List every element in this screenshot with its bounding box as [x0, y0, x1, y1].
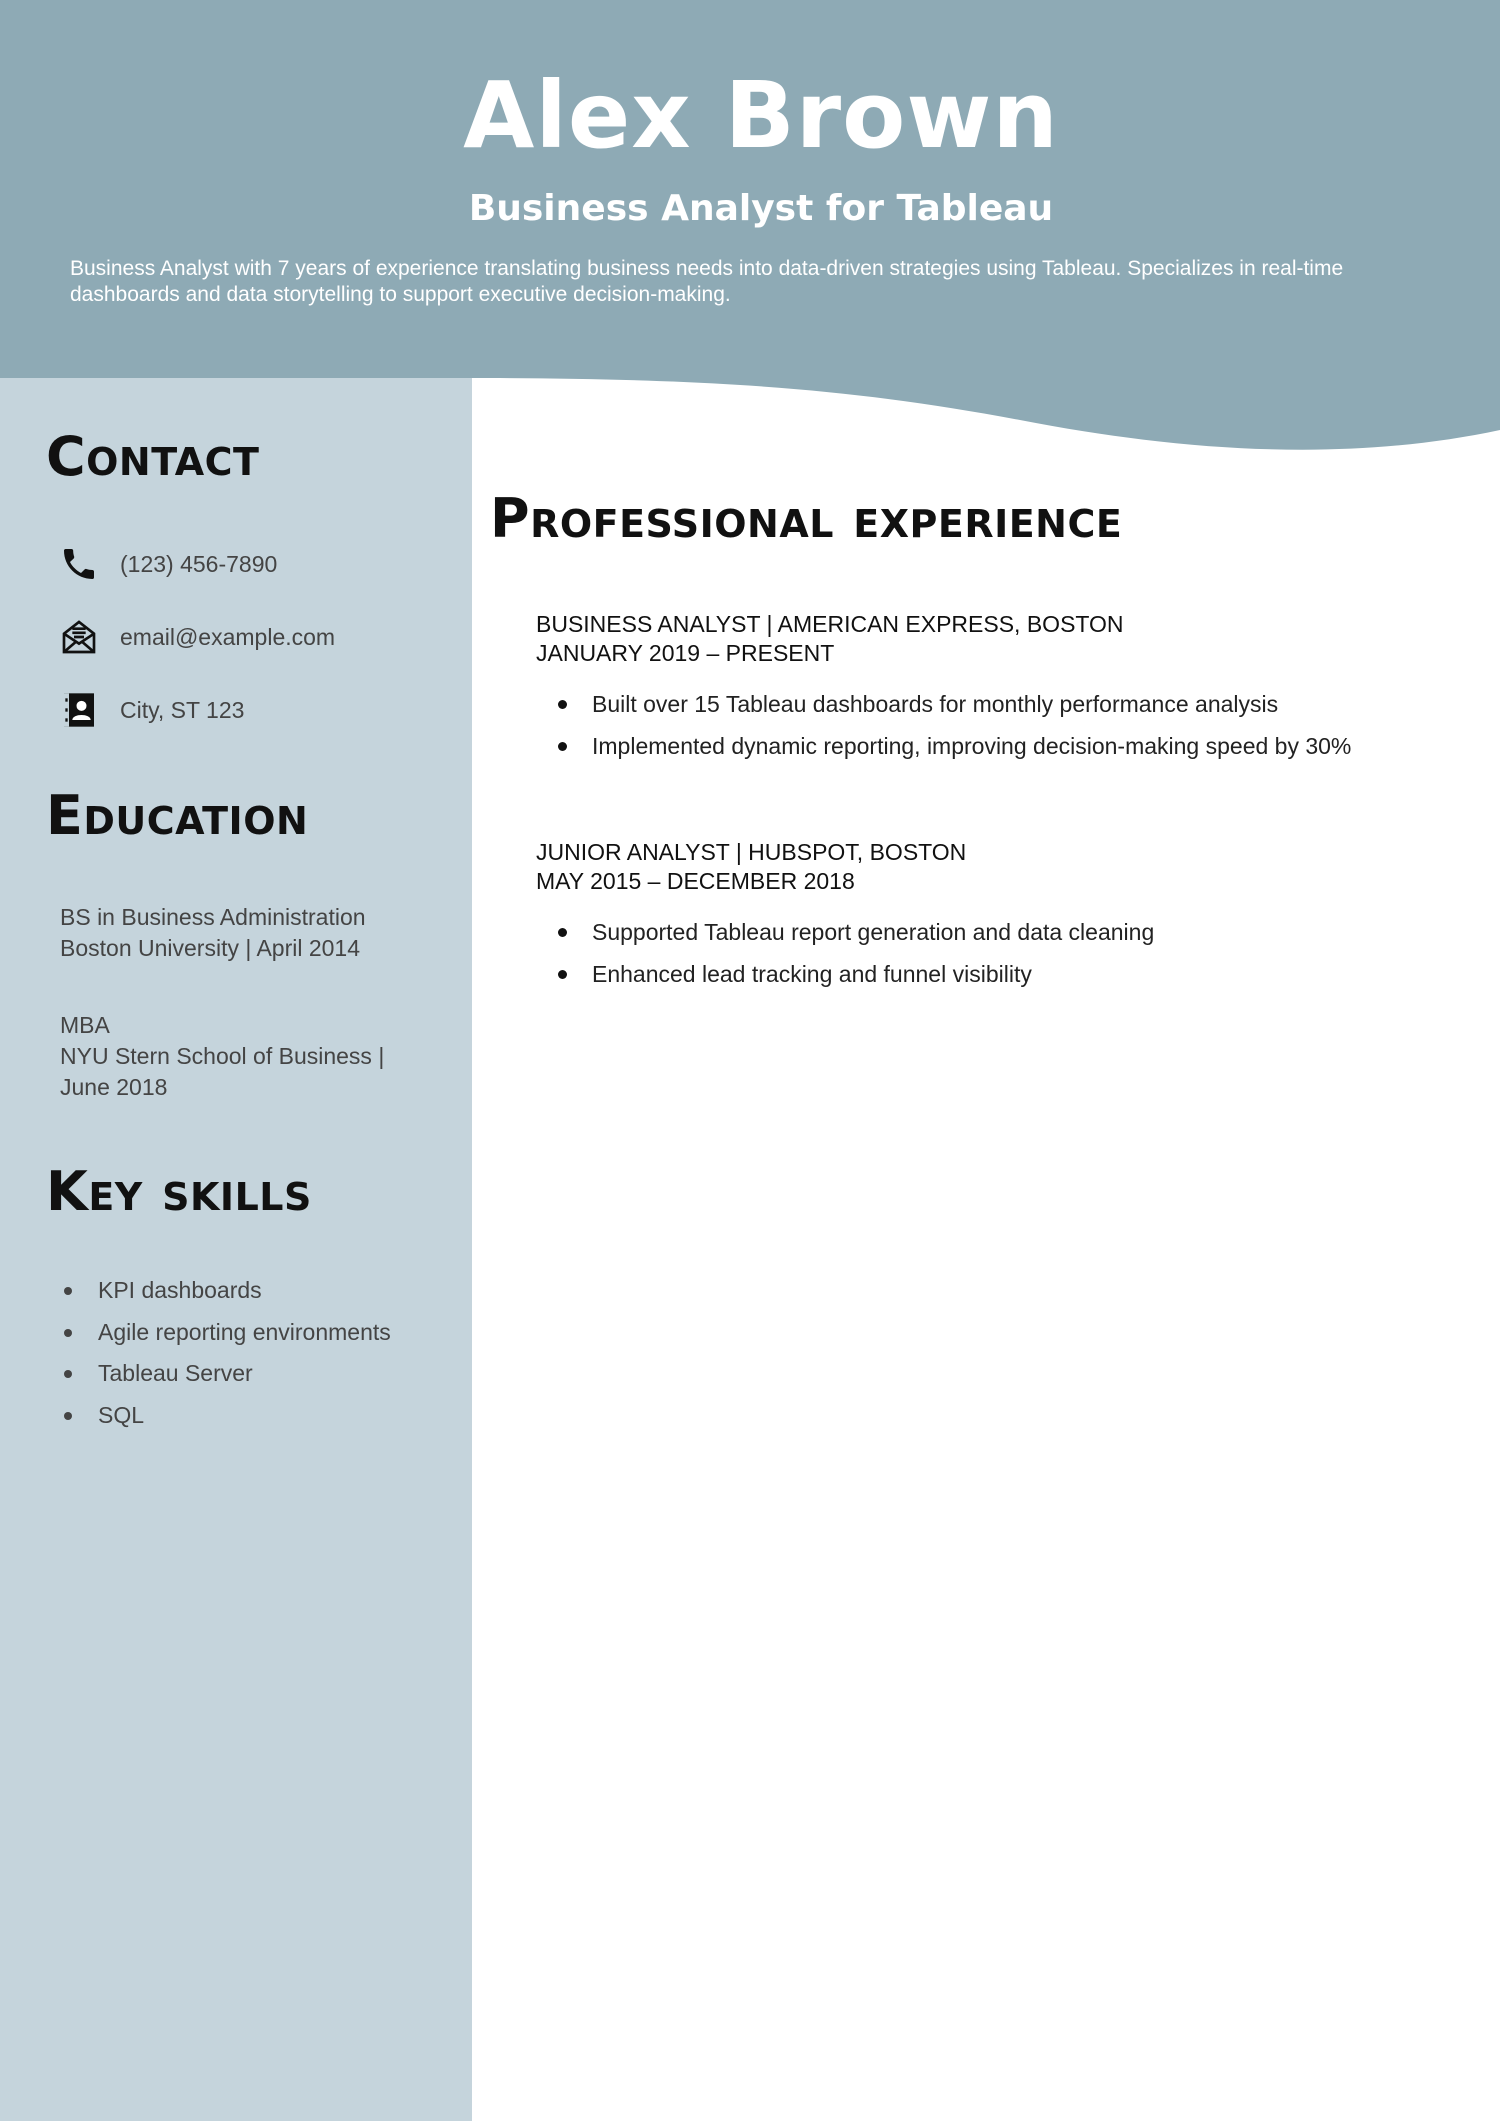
envelope-icon: [58, 616, 100, 658]
degree: BS in Business Administration: [60, 904, 366, 930]
candidate-name: Alex Brown: [463, 62, 1059, 169]
job-bullets: [536, 917, 1476, 1000]
contact-address: [58, 688, 245, 732]
email-address: email@example.com: [120, 623, 336, 650]
degree: MBA: [60, 1012, 110, 1038]
list-item: Agile reporting environments: [60, 1317, 391, 1359]
list-item: Enhanced lead tracking and funnel visibility: [536, 959, 1476, 1001]
experience-heading: Professional experience: [490, 487, 1123, 550]
contact-heading: Contact: [46, 425, 260, 488]
job-entry: [536, 610, 1476, 772]
school-and-date: Boston University | April 2014: [60, 935, 361, 961]
skills-list: [60, 1275, 391, 1441]
education-entry: [60, 902, 420, 964]
list-item: Built over 15 Tableau dashboards for monthly performance analysis: [536, 689, 1476, 731]
contact-card-icon: [58, 689, 100, 731]
phone-icon: [58, 543, 100, 585]
contact-phone: [58, 542, 278, 586]
education-entry: [60, 1010, 420, 1103]
resume-header: [0, 0, 1500, 330]
job-entry: [536, 838, 1476, 1000]
address: City, ST 123: [120, 696, 245, 723]
list-item: Implemented dynamic reporting, improving decision-making speed by 30%: [536, 731, 1476, 773]
list-item: SQL: [60, 1400, 391, 1442]
job-title: BUSINESS ANALYST | AMERICAN EXPRESS, BOSTON: [536, 611, 1124, 637]
skills-heading: Key skills: [46, 1160, 312, 1223]
job-dates: MAY 2015 – DECEMBER 2018: [536, 868, 855, 894]
phone-number: (123) 456-7890: [120, 550, 278, 577]
education-heading: Education: [46, 784, 309, 847]
list-item: KPI dashboards: [60, 1275, 391, 1317]
list-item: Tableau Server: [60, 1358, 391, 1400]
candidate-role: Business Analyst for Tableau: [468, 188, 1054, 229]
profile-summary: Business Analyst with 7 years of experience translating business needs into data-driven strategies using Tableau. Specializes in real-time dashboards and data storytelling to support executive decision-making.: [70, 257, 1344, 306]
contact-email: [58, 615, 336, 659]
job-bullets: [536, 689, 1476, 772]
job-dates: JANUARY 2019 – PRESENT: [536, 640, 835, 666]
job-title: JUNIOR ANALYST | HUBSPOT, BOSTON: [536, 839, 967, 865]
school-and-date: NYU Stern School of Business | June 2018: [60, 1043, 385, 1100]
list-item: Supported Tableau report generation and data cleaning: [536, 917, 1476, 959]
